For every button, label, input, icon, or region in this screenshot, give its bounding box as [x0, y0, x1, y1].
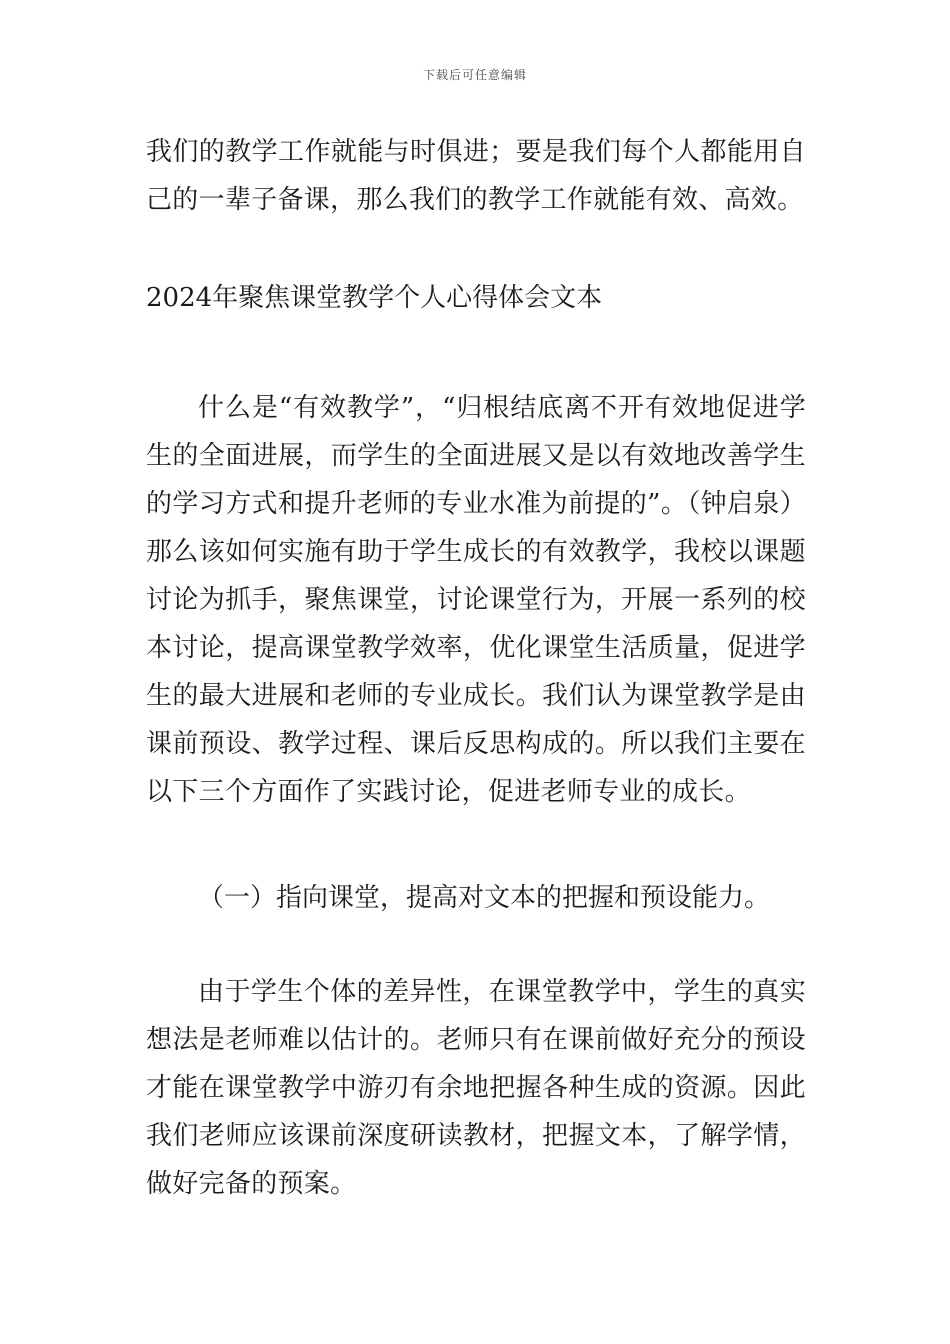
spacer [146, 922, 806, 968]
spacer [146, 224, 806, 274]
header-note: 下载后可任意编辑 [422, 68, 527, 82]
section-1-heading: （一）指向课堂，提高对文本的把握和预设能力。 [198, 883, 771, 913]
spacer [146, 816, 806, 874]
intro-paragraph: 我们的教学工作就能与时俱进；要是我们每个人都能用自己的一辈子备课，那么我们的教学工作就能有效、高效。 [146, 137, 806, 215]
document-body [146, 128, 806, 1208]
paragraph-1: 什么是“有效教学”，“归根结底离不开有效地促进学生的全面进展，而学生的全面进展又是以有效地改善学生的学习方式和提升老师的专业水准为前提的”。（钟启泉）那么该如何实施有助于学生成长的有效教学，我校以课题讨论为抓手，聚焦课堂，讨论课堂行为，开展一系列的校本讨论，提高课堂教学效率，优化课堂生活质量，促进学生的最大进展和老师的专业成长。我们认为课堂教学是由课前预设、教学过程、课后反思构成的。所以我们主要在以下三个方面作了实践讨论，促进老师专业的成长。 [146, 393, 806, 807]
spacer [146, 322, 806, 384]
document-title: 2024年聚焦课堂教学个人心得体会文本 [146, 283, 603, 313]
paragraph-2: 由于学生个体的差异性，在课堂教学中，学生的真实想法是老师难以估计的。老师只有在课前做好充分的预设才能在课堂教学中游刃有余地把握各种生成的资源。因此我们老师应该课前深度研读教材，把握文本，了解学情，做好完备的预案。 [146, 977, 806, 1199]
